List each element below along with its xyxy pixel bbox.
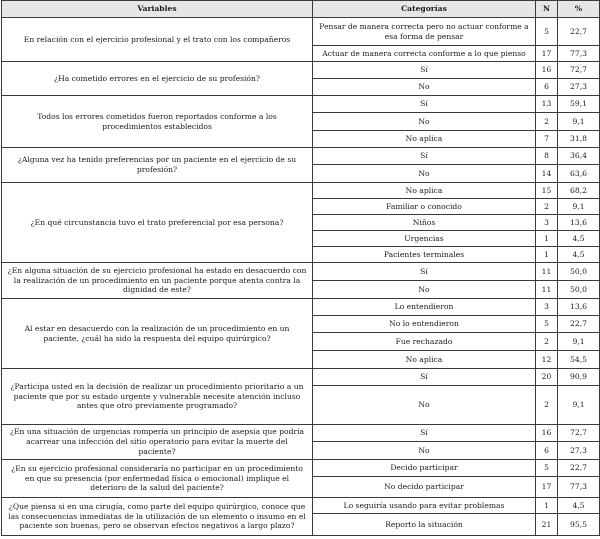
percent-cell: 54,5 (558, 351, 600, 369)
category-cell: Reporto la situación (313, 514, 536, 536)
percent-cell: 22,7 (558, 18, 600, 46)
category-cell: Sí (313, 148, 536, 165)
percent-cell: 22,7 (558, 460, 600, 477)
count-cell: 5 (536, 18, 558, 46)
header-percent: % (558, 1, 600, 18)
count-cell: 1 (536, 231, 558, 247)
category-cell: Lo entendieron (313, 299, 536, 316)
category-cell: Sí (313, 62, 536, 79)
category-cell: No (313, 113, 536, 131)
percent-cell: 27,3 (558, 79, 600, 96)
category-cell: Familiar o conocido (313, 199, 536, 215)
category-cell: Pacientes terminales (313, 247, 536, 263)
count-cell: 3 (536, 299, 558, 316)
percent-cell: 50,0 (558, 281, 600, 299)
variable-cell: ¿Que piensa si en una cirugía, como parte del equipo quirúrgico, conoce que las consecuencias inmediatas de la utilización de un elemento o insumo en el paciente son buenas, pero se observan efectos negativos a largo plazo? (2, 498, 313, 536)
variable-cell: Al estar en desacuerdo con la realización de un procedimiento en un paciente, ¿cuál ha sido la respuesta del equipo quirúrgico? (2, 299, 313, 369)
count-cell: 13 (536, 96, 558, 113)
percent-cell: 72,7 (558, 425, 600, 442)
table-row (2, 96, 600, 113)
count-cell: 2 (536, 199, 558, 215)
category-cell: No aplica (313, 131, 536, 148)
count-cell: 20 (536, 369, 558, 386)
count-cell: 17 (536, 46, 558, 62)
count-cell: 2 (536, 386, 558, 425)
category-cell: No (313, 79, 536, 96)
category-cell: No (313, 442, 536, 460)
variable-cell: En relación con el ejercicio profesional y el trato con los compañeros (2, 18, 313, 62)
table-row (2, 299, 600, 316)
count-cell: 1 (536, 498, 558, 514)
count-cell: 1 (536, 247, 558, 263)
count-cell: 16 (536, 425, 558, 442)
header-categorias: Categorías (313, 1, 536, 18)
table-row (2, 425, 600, 442)
percent-cell: 77,3 (558, 46, 600, 62)
percent-cell: 36,4 (558, 148, 600, 165)
count-cell: 12 (536, 351, 558, 369)
category-cell: Fue rechazado (313, 333, 536, 351)
percent-cell: 90,9 (558, 369, 600, 386)
variable-cell: Todos los errores cometidos fueron reportados conforme a los procedimientos establecidos (2, 96, 313, 148)
header-variables: Variables (2, 1, 313, 18)
count-cell: 6 (536, 79, 558, 96)
table-body (2, 18, 600, 536)
table-row (2, 498, 600, 514)
category-cell: Sí (313, 263, 536, 281)
table-row (2, 18, 600, 46)
percent-cell: 59,1 (558, 96, 600, 113)
category-cell: No (313, 165, 536, 183)
count-cell: 7 (536, 131, 558, 148)
count-cell: 11 (536, 263, 558, 281)
variable-cell: ¿Alguna vez ha tenido preferencias por un paciente en el ejercicio de su profesión? (2, 148, 313, 183)
count-cell: 3 (536, 215, 558, 231)
table-row (2, 62, 600, 79)
header-n: N (536, 1, 558, 18)
count-cell: 5 (536, 316, 558, 333)
table-row (2, 183, 600, 199)
percent-cell: 9,1 (558, 386, 600, 425)
category-cell: No aplica (313, 351, 536, 369)
variable-cell: ¿Ha cometido errores en el ejercicio de su profesión? (2, 62, 313, 96)
variable-cell: ¿En su ejercicio profesional consideraría no participar en un procedimiento en que su presencia (por enfermedad física o emocional) implique el deterioro de la salud del paciente? (2, 460, 313, 498)
percent-cell: 63,6 (558, 165, 600, 183)
table-row (2, 148, 600, 165)
percent-cell: 22,7 (558, 316, 600, 333)
count-cell: 17 (536, 477, 558, 498)
category-cell: Sí (313, 425, 536, 442)
category-cell: No lo entendieron (313, 316, 536, 333)
count-cell: 14 (536, 165, 558, 183)
percent-cell: 95,5 (558, 514, 600, 536)
percent-cell: 9,1 (558, 199, 600, 215)
percent-cell: 13,6 (558, 299, 600, 316)
count-cell: 8 (536, 148, 558, 165)
percent-cell: 4,5 (558, 498, 600, 514)
percent-cell: 31,8 (558, 131, 600, 148)
category-cell: Urgencias (313, 231, 536, 247)
count-cell: 2 (536, 333, 558, 351)
category-cell: No (313, 281, 536, 299)
percent-cell: 9,1 (558, 113, 600, 131)
category-cell: Niños (313, 215, 536, 231)
category-cell: Actuar de manera correcta conforme a lo que pienso (313, 46, 536, 62)
percent-cell: 4,5 (558, 231, 600, 247)
survey-results-table (1, 0, 600, 536)
count-cell: 2 (536, 113, 558, 131)
count-cell: 16 (536, 62, 558, 79)
percent-cell: 13,6 (558, 215, 600, 231)
percent-cell: 77,3 (558, 477, 600, 498)
percent-cell: 68,2 (558, 183, 600, 199)
percent-cell: 4,5 (558, 247, 600, 263)
category-cell: Lo seguiría usando para evitar problemas (313, 498, 536, 514)
table-header-row (2, 1, 600, 18)
count-cell: 21 (536, 514, 558, 536)
category-cell: Pensar de manera correcta pero no actuar conforme a esa forma de pensar (313, 18, 536, 46)
category-cell: No aplica (313, 183, 536, 199)
category-cell: No (313, 386, 536, 425)
count-cell: 15 (536, 183, 558, 199)
variable-cell: ¿Participa usted en la decisión de realizar un procedimiento prioritario a un paciente que por su estado urgente y vulnerable necesite atención incluso antes que otro previamente programado? (2, 369, 313, 425)
table-row (2, 460, 600, 477)
variable-cell: ¿En qué circunstancia tuvo el trato preferencial por esa persona? (2, 183, 313, 263)
category-cell: Sí (313, 369, 536, 386)
percent-cell: 50,0 (558, 263, 600, 281)
variable-cell: ¿En una situación de urgencias rompería un principio de asepsia que podría acarrear una infección del sitio operatorio para evitar la muerte del paciente? (2, 425, 313, 460)
percent-cell: 72,7 (558, 62, 600, 79)
percent-cell: 9,1 (558, 333, 600, 351)
variable-cell: ¿En alguna situación de su ejercicio profesional ha estado en desacuerdo con la realización de un procedimiento en un paciente porque atenta contra la dignidad de este? (2, 263, 313, 299)
count-cell: 6 (536, 442, 558, 460)
category-cell: Sí (313, 96, 536, 113)
category-cell: Decido participar (313, 460, 536, 477)
table-row (2, 369, 600, 386)
table-row (2, 263, 600, 281)
count-cell: 5 (536, 460, 558, 477)
percent-cell: 27,3 (558, 442, 600, 460)
count-cell: 11 (536, 281, 558, 299)
category-cell: No decido participar (313, 477, 536, 498)
